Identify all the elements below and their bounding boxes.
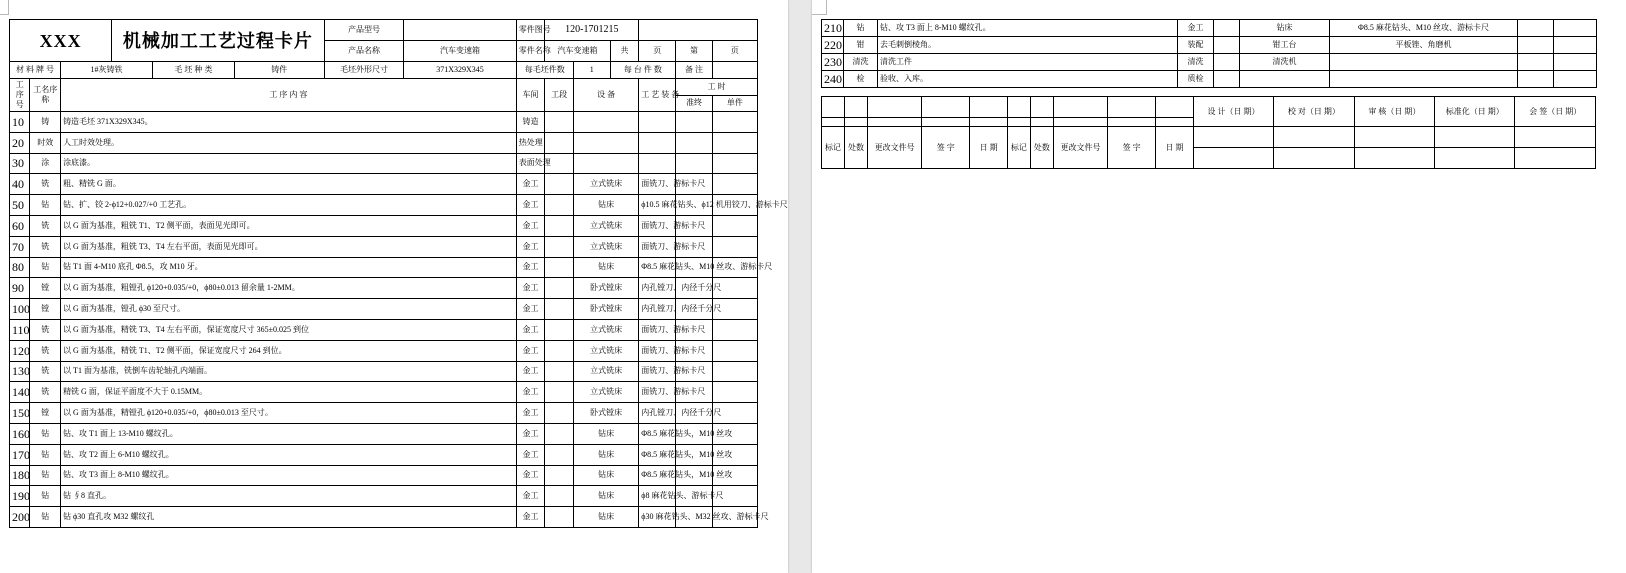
remark-label: 备 注	[676, 62, 713, 79]
op-tooling	[639, 153, 676, 174]
op-content: 以 G 面为基准，精铣 T1、T2 侧平面，保证宽度尺寸 264 到位。	[61, 340, 517, 361]
op-equipment	[1240, 71, 1330, 88]
sign-countersign: 会 签（日 期）	[1515, 97, 1596, 127]
op-content: 钻 ϕ30 直孔攻 M32 螺纹孔	[61, 507, 517, 528]
document-page-1	[0, 0, 788, 573]
operation-row	[10, 278, 758, 299]
col-tooling: 工 艺 装 备	[639, 79, 676, 112]
op-name: 钻	[30, 257, 61, 278]
op-tooling: Φ8.5 麻花钻头，M10 丝攻	[639, 423, 676, 444]
op-unit-time	[712, 236, 757, 257]
op-section	[545, 507, 574, 528]
op-name: 钳	[844, 37, 878, 54]
op-content: 以 G 面为基准，精铣 T3、T4 左右平面，保证宽度尺寸 365±0.025 到位	[61, 319, 517, 340]
rev-date-label: 日 期	[970, 127, 1008, 169]
parts-per-blank-label: 每毛坯件数	[516, 62, 573, 79]
op-prep-time	[1518, 54, 1554, 71]
op-unit-time	[712, 319, 757, 340]
op-section	[545, 423, 574, 444]
rev-sign-label: 签 字	[922, 127, 970, 169]
signoff-table	[821, 96, 1596, 169]
op-tooling: Φ8.5 麻花钻头，M10 丝攻	[639, 465, 676, 486]
op-content: 以 G 面为基准，粗铣 T3、T4 左右平面，表面见光即可。	[61, 236, 517, 257]
op-name: 清洗	[844, 54, 878, 71]
op-content: 清洗工件	[878, 54, 1178, 71]
op-unit-time	[712, 174, 757, 195]
op-no: 90	[10, 278, 30, 299]
op-workshop: 金工	[516, 195, 545, 216]
op-content: 钻、攻 T2 面上 6-M10 螺纹孔。	[61, 444, 517, 465]
op-content: 钻、攻 T1 面上 13-M10 螺纹孔。	[61, 423, 517, 444]
operation-row	[10, 403, 758, 424]
op-name: 钻	[30, 444, 61, 465]
op-tooling	[1330, 71, 1518, 88]
operation-row	[10, 132, 758, 153]
op-name: 铣	[30, 174, 61, 195]
op-tooling: ϕ8 麻花钻头、游标卡尺	[639, 486, 676, 507]
operation-row	[10, 382, 758, 403]
op-name: 镗	[30, 403, 61, 424]
op-equipment: 立式铣床	[573, 382, 638, 403]
col-hours: 工 时	[676, 79, 758, 96]
product-name-label: 产品名称	[324, 41, 404, 62]
process-card-table	[9, 19, 788, 528]
col-unit-time: 单件	[712, 95, 757, 112]
op-workshop: 金工	[516, 507, 545, 528]
operation-row	[10, 215, 758, 236]
op-no: 210	[822, 20, 844, 37]
op-workshop: 表面处理	[516, 153, 545, 174]
op-no: 200	[10, 507, 30, 528]
rev-mark-label-2: 标记	[1007, 127, 1030, 169]
product-model-label: 产品型号	[324, 20, 404, 41]
operation-row	[822, 54, 1597, 71]
op-equipment: 钻床	[573, 507, 638, 528]
op-section	[545, 340, 574, 361]
op-section	[545, 465, 574, 486]
parts-per-unit-label: 每 台 件 数	[610, 62, 675, 79]
op-content: 精铣 G 面，保证平面度不大于 0.15MM。	[61, 382, 517, 403]
op-equipment: 钻床	[573, 486, 638, 507]
op-section	[1214, 71, 1240, 88]
op-content: 去毛刺倒棱角。	[878, 37, 1178, 54]
sign-check: 校 对（日 期）	[1274, 97, 1354, 127]
blank-size-label: 毛坯外形尺寸	[324, 62, 404, 79]
op-content: 钻、攻 T3 面上 8-M10 螺纹孔。	[61, 465, 517, 486]
op-tooling: 平板锉、角磨机	[1330, 37, 1518, 54]
op-tooling: 面铣刀、游标卡尺	[639, 361, 676, 382]
op-tooling: ϕ10.5 麻花钻头、ϕ12 机用铰刀、游标卡尺	[639, 195, 676, 216]
op-no: 120	[10, 340, 30, 361]
op-equipment	[573, 153, 638, 174]
col-op-name: 工名序称	[30, 79, 61, 112]
operation-row	[10, 174, 758, 195]
op-section	[545, 278, 574, 299]
op-workshop: 金工	[516, 403, 545, 424]
op-section	[545, 444, 574, 465]
op-equipment: 钻床	[573, 423, 638, 444]
op-name: 铣	[30, 215, 61, 236]
op-no: 170	[10, 444, 30, 465]
op-tooling: 内孔镗刀、内径千分尺	[639, 278, 676, 299]
op-workshop: 金工	[516, 361, 545, 382]
op-name: 镗	[30, 278, 61, 299]
op-tooling	[1330, 54, 1518, 71]
sign-standard: 标准化（日 期）	[1435, 97, 1515, 127]
op-unit-time	[1554, 54, 1597, 71]
operation-row	[10, 507, 758, 528]
op-equipment: 钻床	[573, 195, 638, 216]
blank-size-value: 371X329X345	[404, 62, 516, 79]
op-prep-time	[676, 112, 713, 133]
op-no: 140	[10, 382, 30, 403]
op-section	[1214, 54, 1240, 71]
op-content: 钻 T1 面 4-M10 底孔 Φ8.5，攻 M10 牙。	[61, 257, 517, 278]
op-content: 以 G 面为基准，粗铣 T1、T2 侧平面，表面见光即可。	[61, 215, 517, 236]
op-name: 铣	[30, 361, 61, 382]
op-unit-time	[712, 132, 757, 153]
product-name-value: 汽车变速箱	[404, 41, 516, 62]
op-workshop: 金工	[516, 257, 545, 278]
op-no: 110	[10, 319, 30, 340]
op-equipment: 卧式镗床	[573, 403, 638, 424]
op-unit-time	[712, 361, 757, 382]
col-prep-time: 准终	[676, 95, 713, 112]
sheet-label: 第	[676, 41, 713, 62]
op-tooling	[639, 132, 676, 153]
op-unit-time	[712, 153, 757, 174]
op-unit-time	[712, 382, 757, 403]
op-no: 150	[10, 403, 30, 424]
operation-row	[10, 195, 758, 216]
op-name: 钻	[30, 465, 61, 486]
part-drawing-no-value: 120-1701215	[545, 20, 639, 41]
op-content: 钻、扩、铰 2-ϕ12+0.027/+0 工艺孔。	[61, 195, 517, 216]
op-equipment: 立式铣床	[573, 361, 638, 382]
op-equipment: 立式铣床	[573, 236, 638, 257]
rev-mark-label: 标记	[822, 127, 845, 169]
operation-row	[822, 37, 1597, 54]
op-workshop: 金工	[516, 465, 545, 486]
op-section	[545, 382, 574, 403]
op-name: 铣	[30, 319, 61, 340]
op-name: 钻	[30, 507, 61, 528]
op-section	[545, 132, 574, 153]
op-equipment: 钻床	[573, 465, 638, 486]
op-unit-time	[1554, 20, 1597, 37]
op-no: 100	[10, 299, 30, 320]
op-equipment: 钳工台	[1240, 37, 1330, 54]
op-content: 铸造毛坯 371X329X345。	[61, 112, 517, 133]
operation-row	[10, 112, 758, 133]
op-equipment: 钻床	[573, 444, 638, 465]
rev-change-doc-label: 更改文件号	[867, 127, 921, 169]
operation-row	[10, 444, 758, 465]
op-unit-time	[712, 112, 757, 133]
sign-design: 设 计（日 期）	[1193, 97, 1273, 127]
op-equipment: 立式铣床	[573, 174, 638, 195]
col-op-content: 工 序 内 容	[61, 79, 517, 112]
op-no: 180	[10, 465, 30, 486]
col-op-no: 工序号	[10, 79, 30, 112]
op-content: 人工时效处理。	[61, 132, 517, 153]
op-name: 钻	[30, 423, 61, 444]
op-no: 130	[10, 361, 30, 382]
sign-review: 审 核（日 期）	[1354, 97, 1434, 127]
op-section	[545, 403, 574, 424]
process-card-table-continued	[821, 19, 1597, 88]
op-prep-time	[676, 132, 713, 153]
op-workshop: 金工	[1178, 20, 1214, 37]
document-page-2	[812, 0, 1626, 573]
operation-row	[10, 153, 758, 174]
op-workshop: 清洗	[1178, 54, 1214, 71]
op-content: 以 T1 面为基准，铣倒车齿轮轴孔内端面。	[61, 361, 517, 382]
op-no: 160	[10, 423, 30, 444]
op-section	[545, 361, 574, 382]
op-section	[545, 257, 574, 278]
op-name: 铣	[30, 236, 61, 257]
rev-count-label: 处数	[844, 127, 867, 169]
op-equipment: 钻床	[573, 257, 638, 278]
op-unit-time	[1554, 37, 1597, 54]
part-name-value: 汽车变速箱	[545, 41, 610, 62]
op-no: 240	[822, 71, 844, 88]
operation-row	[10, 299, 758, 320]
page-corner-mark	[812, 0, 827, 15]
op-prep-time	[1518, 71, 1554, 88]
op-workshop: 金工	[516, 236, 545, 257]
op-workshop: 金工	[516, 340, 545, 361]
op-section	[545, 112, 574, 133]
op-content: 以 G 面为基准，镗孔 ϕ30 至尺寸。	[61, 299, 517, 320]
op-tooling: 面铣刀、游标卡尺	[639, 382, 676, 403]
op-name: 铣	[30, 340, 61, 361]
rev-sign-label-2: 签 字	[1108, 127, 1156, 169]
op-content: 涂底漆。	[61, 153, 517, 174]
material-value: 1#灰铸铁	[61, 62, 153, 79]
op-workshop: 金工	[516, 444, 545, 465]
operation-row	[822, 71, 1597, 88]
parts-per-blank-value: 1	[573, 62, 610, 79]
card-title: 机械加工工艺过程卡片	[112, 20, 324, 62]
op-no: 40	[10, 174, 30, 195]
op-workshop: 金工	[516, 174, 545, 195]
op-unit-time	[712, 340, 757, 361]
op-no: 30	[10, 153, 30, 174]
op-workshop: 金工	[516, 299, 545, 320]
part-drawing-no-label: 零件图号	[516, 20, 545, 41]
op-name: 钻	[30, 195, 61, 216]
op-equipment	[573, 132, 638, 153]
op-section	[545, 236, 574, 257]
op-tooling: Φ8.5 麻花钻头，M10 丝攻	[639, 444, 676, 465]
op-tooling: 面铣刀、游标卡尺	[639, 236, 676, 257]
op-no: 20	[10, 132, 30, 153]
op-prep-time	[1518, 20, 1554, 37]
op-section	[545, 174, 574, 195]
operation-row	[10, 465, 758, 486]
col-equipment: 设 备	[573, 79, 638, 112]
op-name: 铸	[30, 112, 61, 133]
product-model-value	[404, 20, 516, 41]
op-name: 涂	[30, 153, 61, 174]
op-equipment: 立式铣床	[573, 319, 638, 340]
total-pages-label: 共	[610, 41, 639, 62]
col-workshop: 车间	[516, 79, 545, 112]
rev-change-doc-label-2: 更改文件号	[1053, 127, 1107, 169]
page-unit-label: 页	[639, 41, 676, 62]
operation-row	[10, 236, 758, 257]
op-unit-time	[712, 215, 757, 236]
op-name: 检	[844, 71, 878, 88]
op-equipment	[573, 112, 638, 133]
op-name: 铣	[30, 382, 61, 403]
op-workshop: 金工	[516, 486, 545, 507]
op-content: 以 G 面为基准，精镗孔 ϕ120+0.035/+0，ϕ80±0.013 至尺寸。	[61, 403, 517, 424]
op-workshop: 铸造	[516, 112, 545, 133]
op-no: 60	[10, 215, 30, 236]
op-section	[1214, 37, 1240, 54]
op-tooling: Φ8.5 麻花钻头、M10 丝攻、游标卡尺	[1330, 20, 1518, 37]
company-name: XXX	[10, 20, 112, 62]
blank-type-value: 铸件	[234, 62, 324, 79]
op-section	[1214, 20, 1240, 37]
operation-row	[10, 340, 758, 361]
op-workshop: 热处理	[516, 132, 545, 153]
op-workshop: 金工	[516, 423, 545, 444]
op-prep-time	[676, 153, 713, 174]
op-content: 验收、入库。	[878, 71, 1178, 88]
op-tooling: ϕ30 麻花钻头、M32 丝攻、游标卡尺	[639, 507, 676, 528]
op-unit-time	[1554, 71, 1597, 88]
op-workshop: 质检	[1178, 71, 1214, 88]
op-workshop: 金工	[516, 215, 545, 236]
operation-row	[10, 361, 758, 382]
op-no: 190	[10, 486, 30, 507]
op-equipment: 钻床	[1240, 20, 1330, 37]
remark-value	[712, 62, 757, 79]
op-no: 220	[822, 37, 844, 54]
operation-row	[10, 319, 758, 340]
op-section	[545, 299, 574, 320]
op-tooling: 面铣刀、游标卡尺	[639, 319, 676, 340]
op-tooling: 面铣刀、游标卡尺	[639, 340, 676, 361]
op-tooling: 面铣刀、游标卡尺	[639, 215, 676, 236]
blank-type-label: 毛 坯 种 类	[153, 62, 235, 79]
op-tooling	[639, 112, 676, 133]
rev-count-label-2: 处数	[1030, 127, 1053, 169]
op-no: 70	[10, 236, 30, 257]
op-prep-time	[1518, 37, 1554, 54]
op-content: 钻 ∮8 直孔。	[61, 486, 517, 507]
op-no: 230	[822, 54, 844, 71]
op-section	[545, 195, 574, 216]
op-no: 10	[10, 112, 30, 133]
op-equipment: 立式铣床	[573, 340, 638, 361]
op-name: 钻	[844, 20, 878, 37]
op-name: 时效	[30, 132, 61, 153]
sheet-unit-label: 页	[712, 41, 757, 62]
material-label: 材 料 牌 号	[10, 62, 61, 79]
op-tooling: 内孔镗刀、内径千分尺	[639, 299, 676, 320]
op-equipment: 卧式镗床	[573, 278, 638, 299]
op-content: 以 G 面为基准，粗镗孔 ϕ120+0.035/+0，ϕ80±0.013 留余量 1-2MM。	[61, 278, 517, 299]
op-name: 镗	[30, 299, 61, 320]
operation-row	[10, 486, 758, 507]
op-content: 钻、攻 T3 面上 8-M10 螺纹孔。	[878, 20, 1178, 37]
op-workshop: 金工	[516, 382, 545, 403]
op-section	[545, 486, 574, 507]
op-workshop: 装配	[1178, 37, 1214, 54]
op-tooling: Φ8.5 麻花钻头、M10 丝攻、游标卡尺	[639, 257, 676, 278]
op-tooling: 面铣刀、游标卡尺	[639, 174, 676, 195]
operation-row	[822, 20, 1597, 37]
rev-date-label-2: 日 期	[1156, 127, 1194, 169]
op-section	[545, 319, 574, 340]
page-corner-mark	[0, 0, 9, 15]
op-workshop: 金工	[516, 278, 545, 299]
op-no: 50	[10, 195, 30, 216]
op-equipment: 立式铣床	[573, 215, 638, 236]
part-name-label: 零件名称	[516, 41, 545, 62]
op-workshop: 金工	[516, 319, 545, 340]
op-section	[545, 215, 574, 236]
op-equipment: 卧式镗床	[573, 299, 638, 320]
operation-row	[10, 257, 758, 278]
op-name: 钻	[30, 486, 61, 507]
operation-row	[10, 423, 758, 444]
col-section: 工段	[545, 79, 574, 112]
op-equipment: 清洗机	[1240, 54, 1330, 71]
op-content: 粗、精铣 G 面。	[61, 174, 517, 195]
op-no: 80	[10, 257, 30, 278]
op-tooling: 内孔镗刀、内径千分尺	[639, 403, 676, 424]
